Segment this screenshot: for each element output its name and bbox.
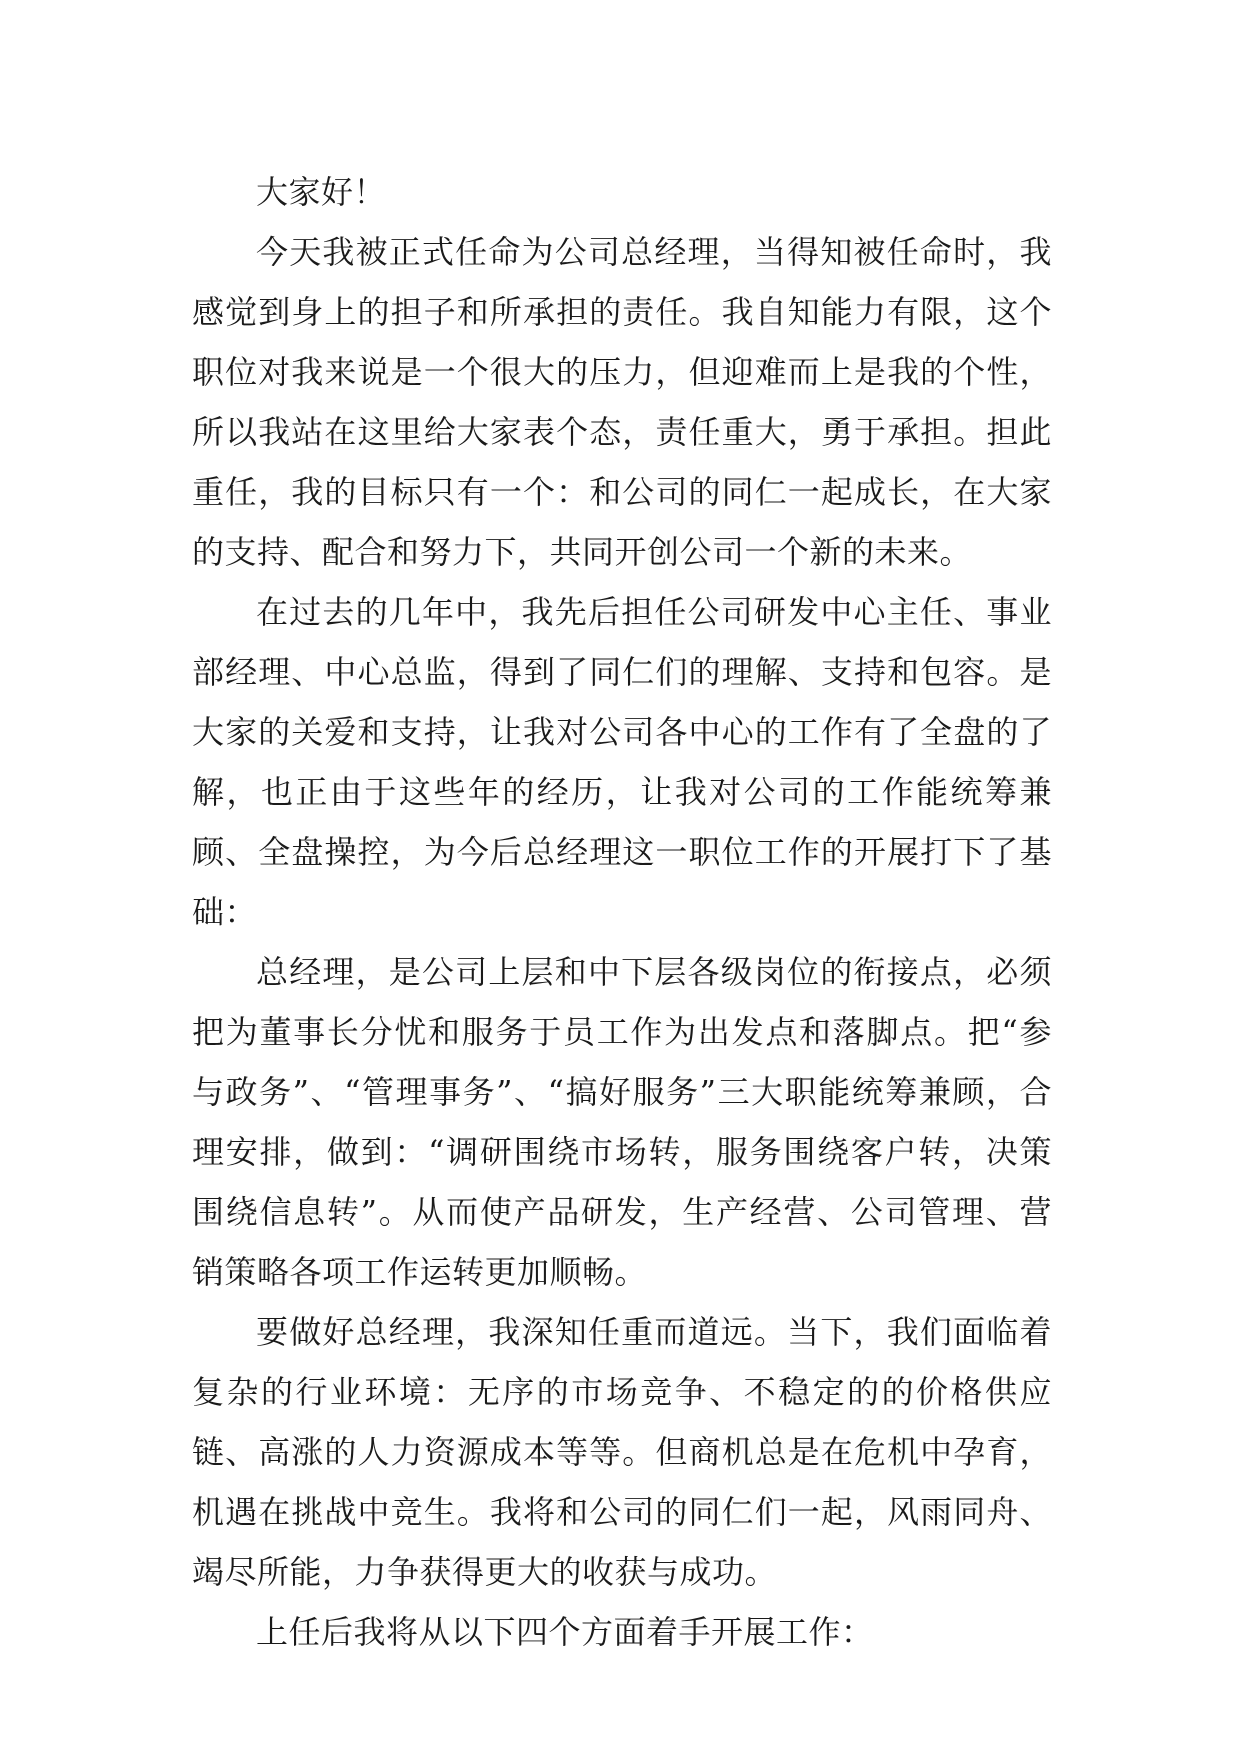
- greeting-paragraph: 大家好！: [256, 173, 387, 211]
- body-paragraph-appointment: 今天我被正式任命为公司总经理，当得知被任命时，我感觉到身上的担子和所承担的责任。我自知能力有限，这个职位对我来说是一个很大的压力，但迎难而上是我的个性，所以我站在这里给大家表个态，责任重大，勇于承担。担此重任，我的目标只有一个：和公司的同仁一起成长，在大家的支持、配合和努力下，共同开创公司一个新的未来。: [192, 233, 1052, 571]
- body-paragraph-role: 总经理，是公司上层和中下层各级岗位的衔接点，必须把为董事长分忧和服务于员工作为出发点和落脚点。把“参与政务”、“管理事务”、“搞好服务”三大职能统筹兼顾，合理安排，做到：“调研围绕市场转，服务围绕客户转，决策围绕信息转”。从而使产品研发，生产经营、公司管理、营销策略各项工作运转更加顺畅。: [192, 953, 1052, 1291]
- document-body: [192, 162, 1052, 1662]
- body-paragraph-plan-intro: 上任后我将从以下四个方面着手开展工作：: [256, 1613, 874, 1651]
- body-paragraph-challenges: 要做好总经理，我深知任重而道远。当下，我们面临着复杂的行业环境：无序的市场竞争、不稳定的的价格供应链、高涨的人力资源成本等等。但商机总是在危机中孕育，机遇在挑战中竞生。我将和公司的同仁们一起，风雨同舟、竭尽所能，力争获得更大的收获与成功。: [192, 1313, 1052, 1591]
- body-paragraph-experience: 在过去的几年中，我先后担任公司研发中心主任、事业部经理、中心总监，得到了同仁们的理解、支持和包容。是大家的关爱和支持，让我对公司各中心的工作有了全盘的了解，也正由于这些年的经历，让我对公司的工作能统筹兼顾、全盘操控，为今后总经理这一职位工作的开展打下了基础：: [192, 593, 1052, 931]
